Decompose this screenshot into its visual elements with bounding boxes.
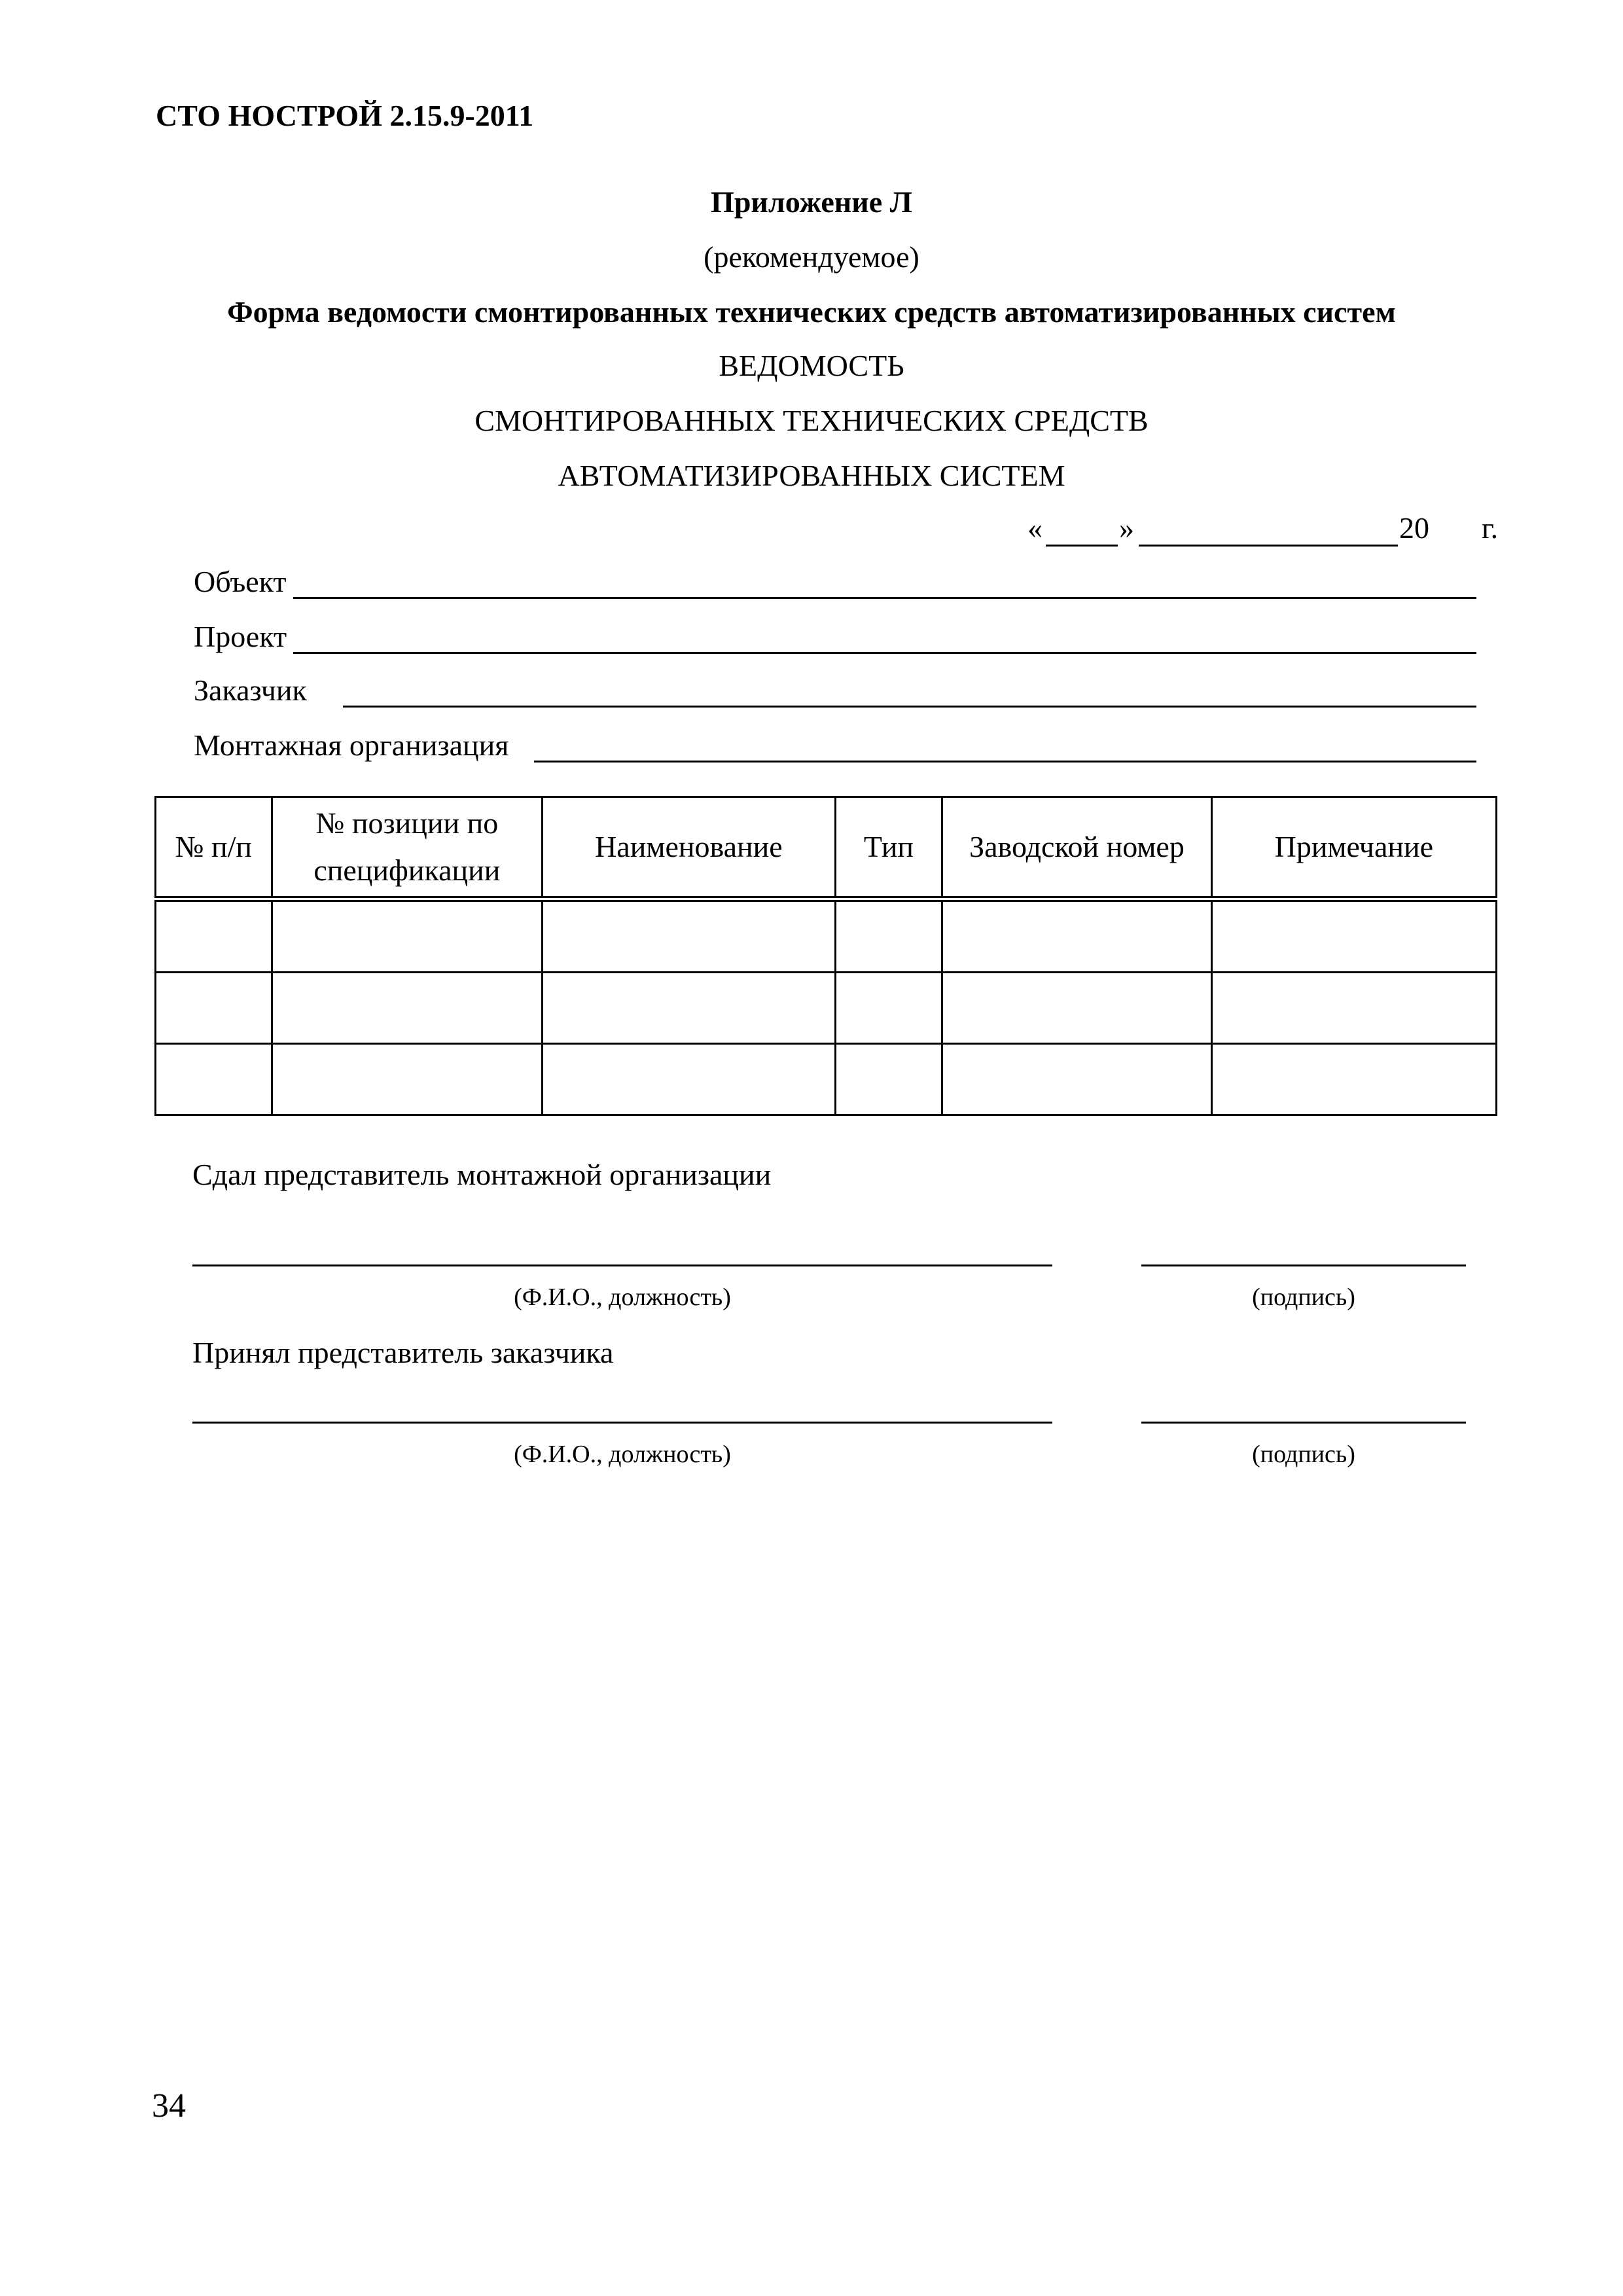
table-cell[interactable]: [156, 973, 272, 1044]
date-open-quote: «: [1027, 511, 1043, 545]
header-type: Тип: [835, 797, 942, 899]
table-cell[interactable]: [272, 1044, 543, 1115]
accepted-signature-caption: (подпись): [1252, 1441, 1355, 1468]
table-cell[interactable]: [1211, 1044, 1496, 1115]
table-cell[interactable]: [835, 973, 942, 1044]
accepted-label: Принял представитель заказчика: [192, 1336, 614, 1369]
project-blank[interactable]: [293, 652, 1476, 654]
table-cell[interactable]: [543, 1044, 835, 1115]
table-row: [156, 973, 1497, 1044]
appendix-status: (рекомендуемое): [704, 240, 919, 274]
header-spec-position: № позиции по спецификации: [272, 797, 543, 899]
page-number: 34: [152, 2087, 186, 2125]
document-title-line-2: СМОНТИРОВАННЫХ ТЕХНИЧЕСКИХ СРЕДСТВ: [474, 404, 1149, 437]
table-row: [156, 899, 1497, 973]
header-row-number: № п/п: [156, 797, 272, 899]
equipment-table: [154, 796, 1497, 1116]
table-cell[interactable]: [156, 1044, 272, 1115]
table-header-row: [156, 797, 1497, 899]
table-cell[interactable]: [942, 899, 1211, 973]
handed-over-signature-line[interactable]: [1141, 1265, 1466, 1266]
customer-label: Заказчик: [194, 673, 307, 707]
table-row: [156, 1044, 1497, 1115]
table-cell[interactable]: [942, 973, 1211, 1044]
installer-label: Монтажная организация: [194, 728, 509, 762]
handed-over-label: Сдал представитель монтажной организации: [192, 1158, 772, 1191]
object-field: [194, 564, 1476, 603]
document-title-line-1: ВЕДОМОСТЬ: [719, 349, 904, 382]
customer-field: [194, 673, 1476, 712]
accepted-name-caption: (Ф.И.О., должность): [514, 1441, 731, 1468]
object-blank[interactable]: [293, 597, 1476, 599]
year-prefix: 20: [1399, 511, 1429, 545]
table-cell[interactable]: [272, 899, 543, 973]
date-close-quote: »: [1119, 511, 1134, 545]
table-cell[interactable]: [156, 899, 272, 973]
customer-blank[interactable]: [343, 706, 1476, 708]
installer-field: [194, 728, 1476, 767]
table-cell[interactable]: [1211, 973, 1496, 1044]
object-label: Объект: [194, 565, 287, 598]
installer-blank[interactable]: [534, 761, 1476, 762]
table-cell[interactable]: [543, 973, 835, 1044]
document-title-line-3: АВТОМАТИЗИРОВАННЫХ СИСТЕМ: [558, 459, 1065, 492]
table-cell[interactable]: [835, 1044, 942, 1115]
project-label: Проект: [194, 620, 287, 653]
document-code-header: СТО НОСТРОЙ 2.15.9-2011: [156, 99, 534, 132]
header-name: Наименование: [543, 797, 835, 899]
year-suffix: г.: [1482, 511, 1499, 545]
handed-over-signature-caption: (подпись): [1252, 1283, 1355, 1311]
table-cell[interactable]: [272, 973, 543, 1044]
day-blank[interactable]: [1046, 545, 1118, 547]
table-cell[interactable]: [1211, 899, 1496, 973]
table-cell[interactable]: [543, 899, 835, 973]
header-serial-number: Заводской номер: [942, 797, 1211, 899]
appendix-title: Приложение Л: [711, 185, 912, 219]
handed-over-name-caption: (Ф.И.О., должность): [514, 1283, 731, 1311]
table-cell[interactable]: [835, 899, 942, 973]
handed-over-name-line[interactable]: [192, 1265, 1052, 1266]
accepted-signature-line[interactable]: [1141, 1422, 1466, 1424]
header-note: Примечание: [1211, 797, 1496, 899]
project-field: [194, 619, 1476, 658]
date-line: [1027, 511, 1499, 550]
accepted-name-line[interactable]: [192, 1422, 1052, 1424]
form-title: Форма ведомости смонтированных технических средств автоматизированных систем: [227, 295, 1396, 329]
table-cell[interactable]: [942, 1044, 1211, 1115]
month-blank[interactable]: [1139, 545, 1398, 547]
